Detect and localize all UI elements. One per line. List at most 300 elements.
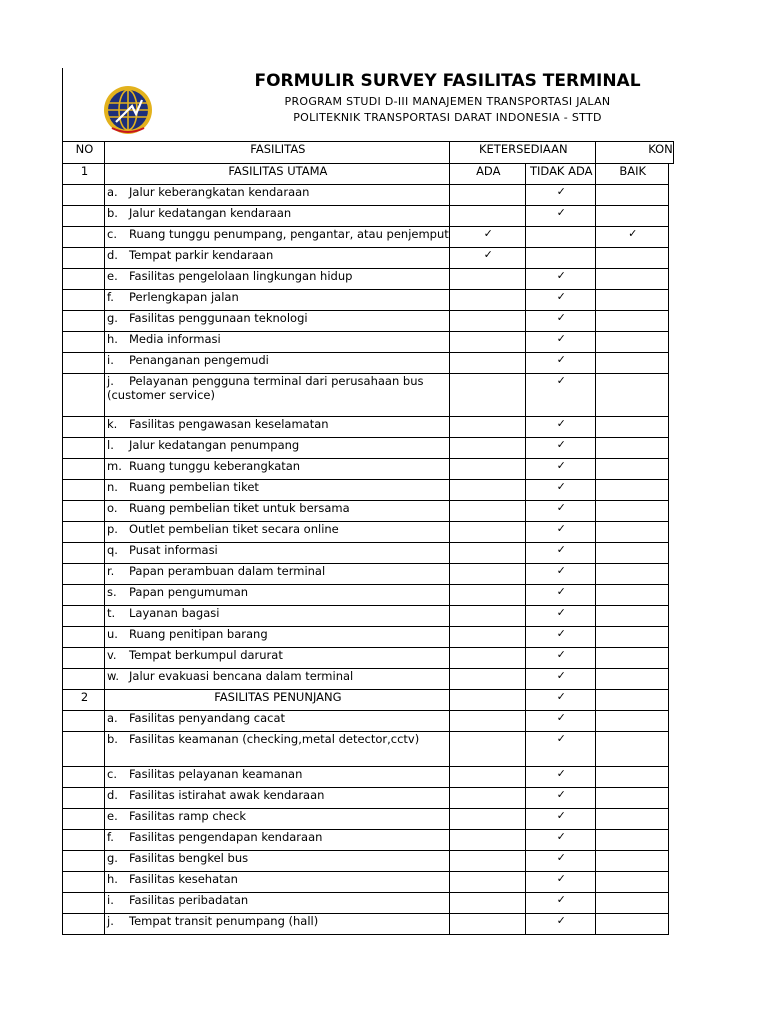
facility-marker: e. <box>107 809 118 823</box>
baik-check-cell <box>595 417 668 438</box>
right-edge-cell <box>668 872 673 893</box>
ada-check-cell <box>449 767 525 788</box>
baik-check-cell <box>595 311 668 332</box>
right-edge-cell <box>668 164 673 185</box>
facility-marker: i. <box>107 353 114 367</box>
tidak-ada-check-cell: ✓ <box>525 606 595 627</box>
baik-check-cell <box>595 830 668 851</box>
facility-name-cell <box>105 606 450 627</box>
facility-row <box>63 732 674 767</box>
facility-name-cell <box>105 459 450 480</box>
ada-check-cell <box>449 893 525 914</box>
baik-check-cell <box>595 585 668 606</box>
baik-check-cell <box>595 353 668 374</box>
facility-label: Fasilitas keamanan (checking,metal detector,cctv) <box>129 732 420 746</box>
facility-label: Fasilitas pelayanan keamanan <box>129 767 303 781</box>
facility-marker: k. <box>107 417 118 431</box>
tidak-ada-check-cell: ✓ <box>525 711 595 732</box>
facility-name-cell <box>105 227 450 248</box>
facility-label: Fasilitas pengendapan kendaraan <box>129 830 323 844</box>
ada-check-cell <box>449 914 525 935</box>
row-number-cell <box>63 480 105 501</box>
baik-check-cell <box>595 206 668 227</box>
facility-label: Fasilitas istirahat awak kendaraan <box>129 788 325 802</box>
facility-marker: d. <box>107 248 118 262</box>
facility-label: Outlet pembelian tiket secara online <box>129 522 339 536</box>
tidak-ada-check-cell: ✓ <box>525 290 595 311</box>
facility-label: Fasilitas penggunaan teknologi <box>129 311 308 325</box>
facility-name-cell <box>105 914 450 935</box>
row-number-cell <box>63 543 105 564</box>
facility-marker: b. <box>107 206 118 220</box>
facility-name-cell <box>105 809 450 830</box>
tidak-ada-check-cell: ✓ <box>525 459 595 480</box>
facility-name-cell <box>105 417 450 438</box>
facility-label: Pelayanan pengguna terminal dari perusahaan bus (customer service) <box>107 374 424 402</box>
facility-marker: t. <box>107 606 116 620</box>
baik-check-cell: ✓ <box>595 227 668 248</box>
facility-name-cell <box>105 522 450 543</box>
section-title: FASILITAS PENUNJANG <box>105 690 450 711</box>
baik-check-cell <box>595 480 668 501</box>
facility-row <box>63 627 674 648</box>
facility-marker: h. <box>107 872 118 886</box>
facility-row <box>63 227 674 248</box>
facility-marker: m. <box>107 459 122 473</box>
facility-marker: g. <box>107 311 118 325</box>
facility-label: Fasilitas kesehatan <box>129 872 238 886</box>
facility-name-cell <box>105 648 450 669</box>
baik-check-cell <box>595 248 668 269</box>
facility-row <box>63 872 674 893</box>
left-border-rule <box>62 68 63 141</box>
facility-marker: d. <box>107 788 118 802</box>
right-edge-cell <box>668 893 673 914</box>
facility-name-cell <box>105 438 450 459</box>
row-number-cell <box>63 606 105 627</box>
row-number-cell <box>63 311 105 332</box>
facility-row <box>63 767 674 788</box>
facility-name-cell <box>105 248 450 269</box>
row-number-cell <box>63 332 105 353</box>
facility-marker: n. <box>107 480 118 494</box>
ada-check-cell <box>449 627 525 648</box>
right-edge-cell <box>668 648 673 669</box>
right-edge-cell <box>668 206 673 227</box>
ada-check-cell <box>449 830 525 851</box>
ada-check-cell <box>449 585 525 606</box>
ada-check-cell <box>449 269 525 290</box>
tidak-ada-check-cell: ✓ <box>525 893 595 914</box>
baik-check-cell <box>595 851 668 872</box>
col-header-ada: ADA <box>449 164 525 185</box>
right-edge-cell <box>668 353 673 374</box>
ada-check-cell <box>449 374 525 417</box>
facility-name-cell <box>105 669 450 690</box>
baik-check-cell <box>595 522 668 543</box>
baik-check-cell <box>595 809 668 830</box>
baik-check-cell <box>595 564 668 585</box>
facility-marker: j. <box>107 374 114 388</box>
facility-name-cell <box>105 353 450 374</box>
ada-check-cell <box>449 480 525 501</box>
ada-check-cell <box>449 606 525 627</box>
facility-row <box>63 914 674 935</box>
facility-label: Tempat transit penumpang (hall) <box>129 914 319 928</box>
col-header-ketersediaan: KETERSEDIAAN <box>449 142 595 164</box>
tidak-ada-check-cell: ✓ <box>525 374 595 417</box>
ada-check-cell <box>449 669 525 690</box>
right-edge-cell <box>668 185 673 206</box>
facility-label: Ruang penitipan barang <box>129 627 268 641</box>
section-number: 1 <box>63 164 105 185</box>
facility-row <box>63 185 674 206</box>
facility-marker: c. <box>107 767 117 781</box>
facility-label: Fasilitas peribadatan <box>129 893 249 907</box>
facility-row <box>63 501 674 522</box>
right-edge-cell <box>668 851 673 872</box>
facility-survey-table <box>62 141 674 935</box>
right-edge-cell <box>668 290 673 311</box>
tidak-ada-check-cell: ✓ <box>525 627 595 648</box>
facility-name-cell <box>105 480 450 501</box>
facility-row <box>63 669 674 690</box>
facility-label: Layanan bagasi <box>129 606 220 620</box>
right-edge-cell <box>668 522 673 543</box>
facility-marker: p. <box>107 522 118 536</box>
facility-name-cell <box>105 830 450 851</box>
form-subtitle-program: PROGRAM STUDI D-III MANAJEMEN TRANSPORTASI JALAN <box>284 95 611 108</box>
facility-row <box>63 480 674 501</box>
facility-row <box>63 893 674 914</box>
globe-emblem-icon <box>102 84 154 136</box>
facility-name-cell <box>105 851 450 872</box>
ada-check-cell <box>449 543 525 564</box>
facility-marker: f. <box>107 830 114 844</box>
header-row-main <box>63 142 674 164</box>
row-number-cell <box>63 788 105 809</box>
row-number-cell <box>63 269 105 290</box>
facility-row <box>63 606 674 627</box>
ada-check-cell <box>449 648 525 669</box>
baik-check-cell <box>595 290 668 311</box>
ada-check-cell <box>449 711 525 732</box>
facility-name-cell <box>105 311 450 332</box>
section-tidak-ada-cell: ✓ <box>525 690 595 711</box>
tidak-ada-check-cell <box>525 227 595 248</box>
tidak-ada-check-cell: ✓ <box>525 311 595 332</box>
ada-check-cell: ✓ <box>449 248 525 269</box>
facility-label: Papan perambuan dalam terminal <box>129 564 326 578</box>
facility-name-cell <box>105 627 450 648</box>
baik-check-cell <box>595 648 668 669</box>
right-edge-cell <box>668 480 673 501</box>
col-header-kondisi: KON <box>595 142 673 164</box>
right-edge-cell <box>668 732 673 767</box>
row-number-cell <box>63 248 105 269</box>
facility-marker: s. <box>107 585 117 599</box>
facility-label: Papan pengumuman <box>129 585 249 599</box>
facility-row <box>63 290 674 311</box>
right-edge-cell <box>668 311 673 332</box>
facility-marker: g. <box>107 851 118 865</box>
right-edge-cell <box>668 767 673 788</box>
right-edge-cell <box>668 501 673 522</box>
ada-check-cell <box>449 732 525 767</box>
facility-label: Penanganan pengemudi <box>129 353 269 367</box>
facility-label: Fasilitas bengkel bus <box>129 851 249 865</box>
baik-check-cell <box>595 788 668 809</box>
row-number-cell <box>63 648 105 669</box>
facility-name-cell <box>105 711 450 732</box>
ada-check-cell <box>449 185 525 206</box>
row-number-cell <box>63 669 105 690</box>
facility-marker: e. <box>107 269 118 283</box>
baik-check-cell <box>595 185 668 206</box>
facility-name-cell <box>105 585 450 606</box>
tidak-ada-check-cell: ✓ <box>525 851 595 872</box>
facility-marker: i. <box>107 893 114 907</box>
col-header-fasilitas: FASILITAS <box>105 142 450 164</box>
ada-check-cell <box>449 872 525 893</box>
tidak-ada-check-cell: ✓ <box>525 480 595 501</box>
facility-row <box>63 830 674 851</box>
row-number-cell <box>63 914 105 935</box>
facility-name-cell <box>105 374 450 417</box>
facility-name-cell <box>105 332 450 353</box>
col-header-tidak-ada: TIDAK ADA <box>525 164 595 185</box>
section-row <box>63 164 674 185</box>
tidak-ada-check-cell: ✓ <box>525 872 595 893</box>
facility-label: Ruang tunggu keberangkatan <box>129 459 301 473</box>
baik-check-cell <box>595 606 668 627</box>
facility-name-cell <box>105 543 450 564</box>
tidak-ada-check-cell: ✓ <box>525 669 595 690</box>
facility-row <box>63 585 674 606</box>
facility-row <box>63 311 674 332</box>
right-edge-cell <box>668 711 673 732</box>
right-edge-cell <box>668 564 673 585</box>
row-number-cell <box>63 438 105 459</box>
right-edge-cell <box>668 269 673 290</box>
facility-row <box>63 248 674 269</box>
tidak-ada-check-cell <box>525 248 595 269</box>
facility-marker: a. <box>107 185 118 199</box>
facility-row <box>63 648 674 669</box>
facility-label: Fasilitas pengawasan keselamatan <box>129 417 329 431</box>
facility-label: Jalur keberangkatan kendaraan <box>129 185 310 199</box>
right-edge-cell <box>668 914 673 935</box>
ada-check-cell <box>449 522 525 543</box>
facility-row <box>63 269 674 290</box>
ada-check-cell <box>449 809 525 830</box>
facility-label: Tempat parkir kendaraan <box>129 248 274 262</box>
col-header-no: NO <box>63 142 105 164</box>
facility-row <box>63 459 674 480</box>
baik-check-cell <box>595 269 668 290</box>
row-number-cell <box>63 732 105 767</box>
facility-marker: c. <box>107 227 117 241</box>
facility-name-cell <box>105 564 450 585</box>
right-edge-cell <box>668 809 673 830</box>
tidak-ada-check-cell: ✓ <box>525 648 595 669</box>
tidak-ada-check-cell: ✓ <box>525 788 595 809</box>
facility-name-cell <box>105 788 450 809</box>
baik-check-cell <box>595 732 668 767</box>
row-number-cell <box>63 459 105 480</box>
ada-check-cell <box>449 438 525 459</box>
baik-check-cell <box>595 893 668 914</box>
form-title: FORMULIR SURVEY FASILITAS TERMINAL <box>254 71 641 91</box>
baik-check-cell <box>595 543 668 564</box>
row-number-cell <box>63 711 105 732</box>
facility-marker: h. <box>107 332 118 346</box>
facility-marker: w. <box>107 669 120 683</box>
facility-row <box>63 851 674 872</box>
right-edge-cell <box>668 417 673 438</box>
facility-label: Ruang tunggu penumpang, pengantar, atau penjemput <box>129 227 449 241</box>
facility-row <box>63 438 674 459</box>
facility-marker: a. <box>107 711 118 725</box>
section-baik-cell <box>595 690 668 711</box>
ada-check-cell <box>449 206 525 227</box>
right-edge-cell <box>668 830 673 851</box>
facility-row <box>63 711 674 732</box>
tidak-ada-check-cell: ✓ <box>525 185 595 206</box>
row-number-cell <box>63 830 105 851</box>
facility-label: Tempat berkumpul darurat <box>129 648 283 662</box>
facility-row <box>63 374 674 417</box>
facility-row <box>63 809 674 830</box>
right-edge-cell <box>668 227 673 248</box>
facility-marker: v. <box>107 648 117 662</box>
facility-row <box>63 206 674 227</box>
baik-check-cell <box>595 332 668 353</box>
facility-label: Jalur kedatangan penumpang <box>129 438 300 452</box>
facility-name-cell <box>105 872 450 893</box>
tidak-ada-check-cell: ✓ <box>525 332 595 353</box>
baik-check-cell <box>595 438 668 459</box>
tidak-ada-check-cell: ✓ <box>525 585 595 606</box>
tidak-ada-check-cell: ✓ <box>525 830 595 851</box>
row-number-cell <box>63 522 105 543</box>
col-header-baik: BAIK <box>595 164 668 185</box>
tidak-ada-check-cell: ✓ <box>525 438 595 459</box>
row-number-cell <box>63 627 105 648</box>
baik-check-cell <box>595 459 668 480</box>
tidak-ada-check-cell: ✓ <box>525 501 595 522</box>
right-edge-cell <box>668 690 673 711</box>
facility-label: Jalur kedatangan kendaraan <box>129 206 292 220</box>
facility-name-cell <box>105 290 450 311</box>
right-edge-cell <box>668 332 673 353</box>
row-number-cell <box>63 809 105 830</box>
facility-label: Pusat informasi <box>129 543 218 557</box>
baik-check-cell <box>595 914 668 935</box>
tidak-ada-check-cell: ✓ <box>525 767 595 788</box>
facility-marker: f. <box>107 290 114 304</box>
facility-row <box>63 543 674 564</box>
row-number-cell <box>63 290 105 311</box>
facility-label: Jalur evakuasi bencana dalam terminal <box>129 669 354 683</box>
facility-row <box>63 353 674 374</box>
right-edge-cell <box>668 669 673 690</box>
facility-marker: o. <box>107 501 118 515</box>
facility-marker: u. <box>107 627 118 641</box>
row-number-cell <box>63 353 105 374</box>
row-number-cell <box>63 374 105 417</box>
row-number-cell <box>63 564 105 585</box>
facility-label: Media informasi <box>129 332 221 346</box>
tidak-ada-check-cell: ✓ <box>525 809 595 830</box>
right-edge-cell <box>668 248 673 269</box>
row-number-cell <box>63 851 105 872</box>
right-edge-cell <box>668 627 673 648</box>
baik-check-cell <box>595 872 668 893</box>
facility-row <box>63 417 674 438</box>
right-edge-cell <box>668 788 673 809</box>
facility-row <box>63 788 674 809</box>
right-edge-cell <box>668 459 673 480</box>
tidak-ada-check-cell: ✓ <box>525 732 595 767</box>
section-row <box>63 690 674 711</box>
ada-check-cell <box>449 788 525 809</box>
section-number: 2 <box>63 690 105 711</box>
facility-label: Ruang pembelian tiket <box>129 480 259 494</box>
baik-check-cell <box>595 767 668 788</box>
ada-check-cell <box>449 851 525 872</box>
tidak-ada-check-cell: ✓ <box>525 914 595 935</box>
row-number-cell <box>63 227 105 248</box>
facility-label: Fasilitas pengelolaan lingkungan hidup <box>129 269 353 283</box>
tidak-ada-check-cell: ✓ <box>525 522 595 543</box>
baik-check-cell <box>595 711 668 732</box>
right-edge-cell <box>668 543 673 564</box>
right-edge-cell <box>668 438 673 459</box>
right-edge-cell <box>668 374 673 417</box>
facility-name-cell <box>105 501 450 522</box>
row-number-cell <box>63 417 105 438</box>
tidak-ada-check-cell: ✓ <box>525 543 595 564</box>
baik-check-cell <box>595 501 668 522</box>
ada-check-cell <box>449 332 525 353</box>
facility-marker: q. <box>107 543 118 557</box>
facility-label: Perlengkapan jalan <box>129 290 239 304</box>
section-ada-cell <box>449 690 525 711</box>
ada-check-cell <box>449 501 525 522</box>
tidak-ada-check-cell: ✓ <box>525 417 595 438</box>
ada-check-cell: ✓ <box>449 227 525 248</box>
facility-name-cell <box>105 269 450 290</box>
tidak-ada-check-cell: ✓ <box>525 206 595 227</box>
facility-marker: j. <box>107 914 114 928</box>
right-edge-cell <box>668 606 673 627</box>
right-edge-cell <box>668 585 673 606</box>
facility-name-cell <box>105 206 450 227</box>
facility-name-cell <box>105 767 450 788</box>
ada-check-cell <box>449 290 525 311</box>
facility-row <box>63 332 674 353</box>
row-number-cell <box>63 206 105 227</box>
baik-check-cell <box>595 627 668 648</box>
baik-check-cell <box>595 374 668 417</box>
facility-row <box>63 522 674 543</box>
row-number-cell <box>63 501 105 522</box>
section-title: FASILITAS UTAMA <box>105 164 450 185</box>
form-subtitle-institution: POLITEKNIK TRANSPORTASI DARAT INDONESIA - STTD <box>293 111 602 124</box>
tidak-ada-check-cell: ✓ <box>525 269 595 290</box>
facility-label: Ruang pembelian tiket untuk bersama <box>129 501 350 515</box>
